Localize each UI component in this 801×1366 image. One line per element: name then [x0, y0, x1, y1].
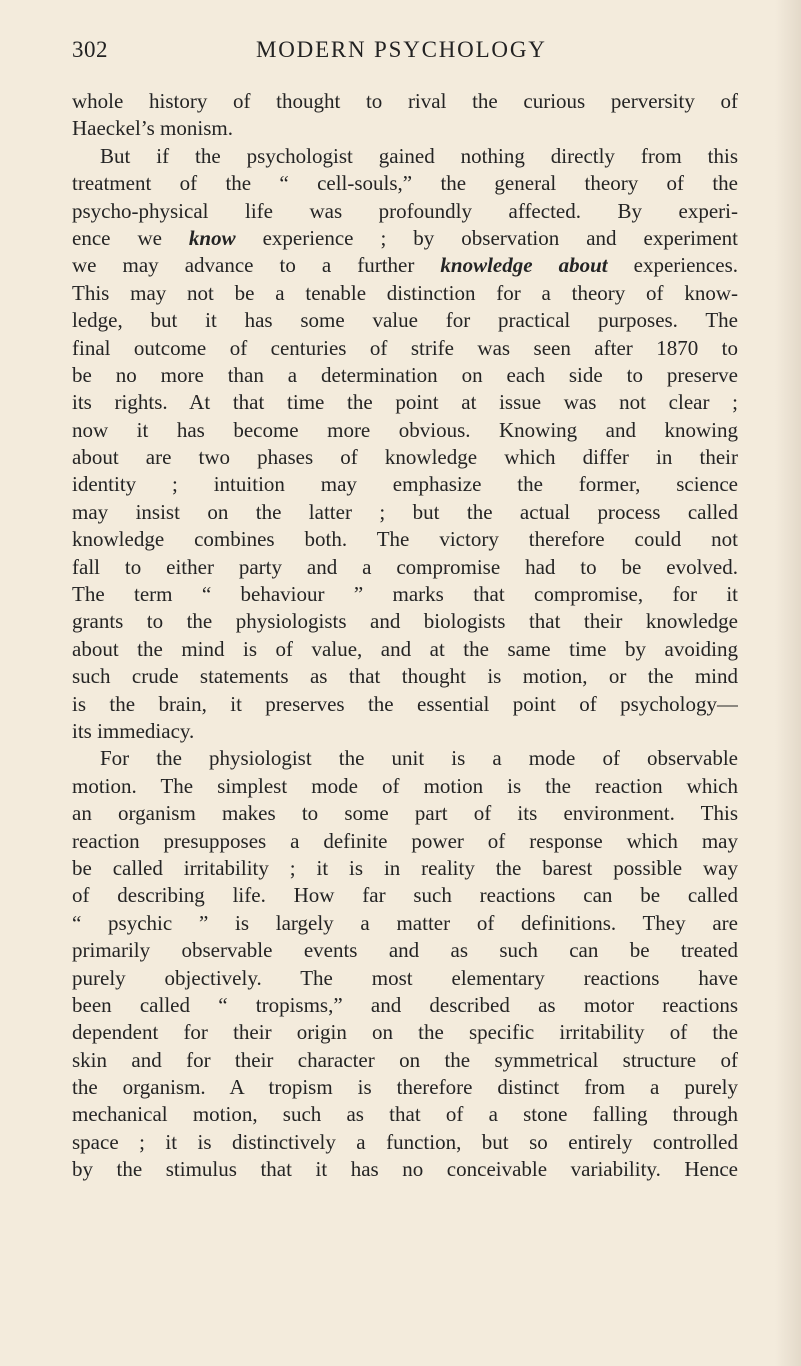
- text-line-6: [72, 225, 738, 252]
- text-line-12: its rights. At that time the point at issue was not clear ;: [72, 390, 738, 415]
- text-line-13: now it has become more obvious. Knowing and knowing: [72, 417, 738, 442]
- text-line-29: be called irritability ; it is in reality the barest possible way: [72, 855, 738, 880]
- text-line-35: dependent for their origin on the specific irritability of the: [72, 1020, 738, 1045]
- text-line-1: whole history of thought to rival the curious perversity of: [72, 89, 738, 113]
- text-line-30: of describing life. How far such reactions can be called: [72, 883, 738, 908]
- text-line-21: about the mind is of value, and at the same time by avoiding: [72, 636, 738, 661]
- text-line-9: ledge, but it has some value for practical purposes. The: [72, 308, 738, 333]
- text-line-34: been called “ tropisms,” and described as motor reactions: [72, 992, 738, 1017]
- text-line-7-part-1: we may advance to a further: [72, 253, 441, 278]
- text-line-2: Haeckel’s monism.: [72, 116, 233, 141]
- text-line-25: For the physiologist the unit is a mode of observable: [100, 746, 738, 771]
- page-header: [72, 34, 738, 68]
- text-line-3: But if the psychologist gained nothing directly from this: [100, 143, 738, 168]
- text-line-19: The term “ behaviour ” marks that compromise, for it: [72, 582, 738, 607]
- text-line-17: knowledge combines both. The victory therefore could not: [72, 527, 738, 552]
- text-line-32: primarily observable events and as such can be treated: [72, 938, 738, 963]
- text-line-24: its immediacy.: [72, 718, 195, 743]
- text-line-23: is the brain, it preserves the essential point of psychology—: [72, 691, 738, 716]
- text-line-36: skin and for their character on the symmetrical structure of: [72, 1047, 738, 1072]
- text-line-20: grants to the physiologists and biologists that their knowledge: [72, 609, 738, 634]
- text-line-28: reaction presupposes a definite power of response which may: [72, 828, 738, 853]
- text-line-14: about are two phases of knowledge which differ in their: [72, 445, 738, 470]
- text-line-39: space ; it is distinctively a function, but so entirely controlled: [72, 1129, 738, 1154]
- running-title: MODERN PSYCHOLOGY: [256, 37, 547, 62]
- text-line-8: This may not be a tenable distinction for a theory of know-: [72, 280, 738, 305]
- text-line-37: the organism. A tropism is therefore distinct from a purely: [72, 1075, 738, 1100]
- text-line-7-part-2: experiences.: [607, 253, 738, 278]
- text-line-26: motion. The simplest mode of motion is the reaction which: [72, 773, 738, 798]
- text-line-15: identity ; intuition may emphasize the former, science: [72, 472, 738, 497]
- text-line-6-part-1: ence we: [72, 225, 189, 250]
- text-line-18: fall to either party and a compromise had to be evolved.: [72, 554, 738, 579]
- text-line-5: psycho-physical life was profoundly affected. By experi-: [72, 198, 738, 223]
- emphasis-knowledge-about: knowledge about: [440, 253, 608, 278]
- text-line-6-part-2: experience ; by observation and experiment: [235, 225, 738, 250]
- text-line-27: an organism makes to some part of its environment. This: [72, 801, 738, 826]
- page-number: 302: [72, 37, 108, 62]
- text-line-38: mechanical motion, such as that of a stone falling through: [72, 1102, 738, 1127]
- text-line-7: [72, 252, 738, 279]
- text-line-31: “ psychic ” is largely a matter of definitions. They are: [72, 910, 738, 935]
- text-line-33: purely objectively. The most elementary reactions have: [72, 965, 738, 990]
- body-text: [72, 88, 738, 1184]
- text-line-16: may insist on the latter ; but the actual process called: [72, 499, 738, 524]
- emphasis-know: know: [188, 225, 236, 250]
- text-line-4: treatment of the “ cell-souls,” the general theory of the: [72, 171, 738, 196]
- text-line-11: be no more than a determination on each side to preserve: [72, 362, 738, 387]
- text-line-40: by the stimulus that it has no conceivable variability. Hence: [72, 1157, 738, 1182]
- page-edge-shadow: [775, 0, 801, 1366]
- text-line-22: such crude statements as that thought is motion, or the mind: [72, 664, 738, 689]
- text-line-10: final outcome of centuries of strife was seen after 1870 to: [72, 335, 738, 360]
